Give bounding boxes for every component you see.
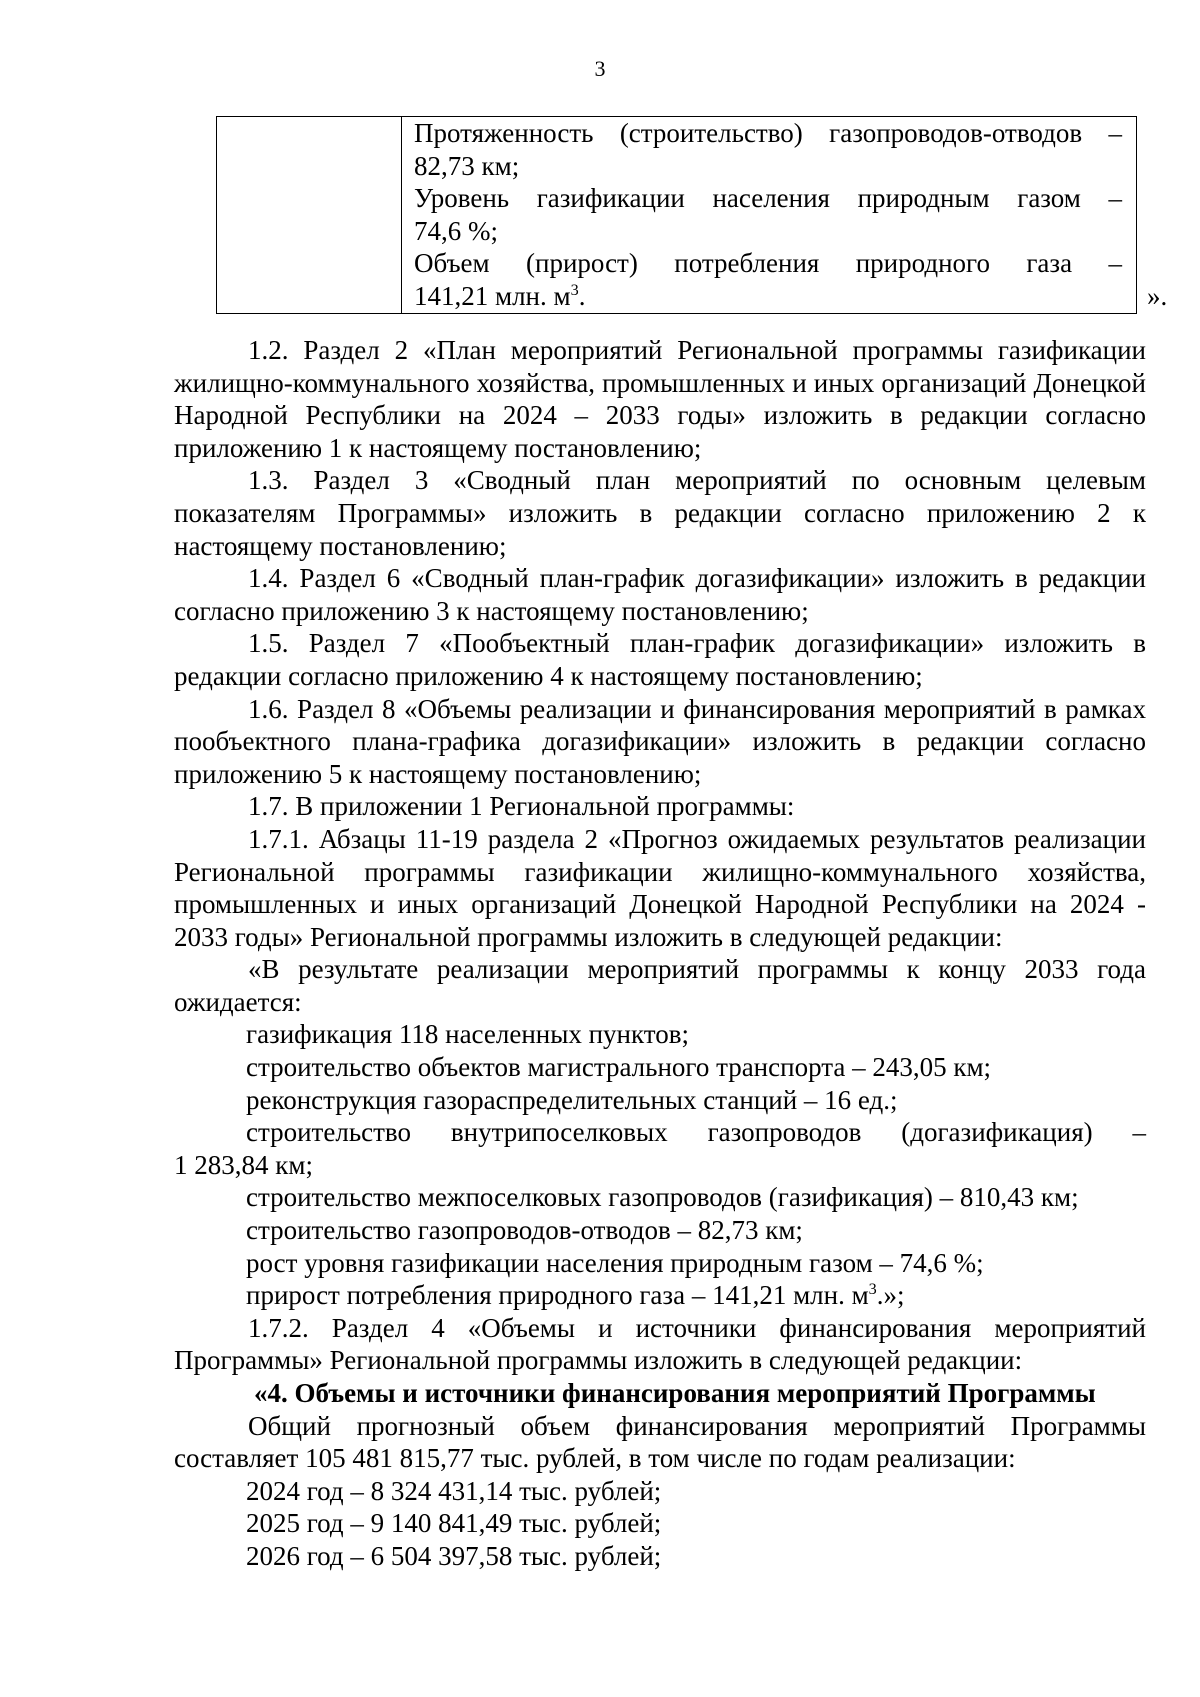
- page-number: 3: [594, 56, 606, 81]
- list-item: строительство межпоселковых газопроводов (газификация) – 810,43 км;: [246, 1182, 1079, 1213]
- table-line: 82,73 км;: [414, 150, 520, 181]
- table-line: Объем (прирост) потребления природного газа –: [414, 248, 1122, 279]
- list-item: прирост потребления природного газа – 141,21 млн. $м^3$.»;: [246, 1280, 905, 1311]
- paragraph-1-3: 1.3. Раздел 3 «Сводный план мероприятий по основным целевым показателям Программы» изложить в редакции согласно приложению 2 к настоящему постановлению;: [174, 465, 1146, 561]
- year-item: 2024 год – 8 324 431,14 тыс. рублей;: [246, 1475, 662, 1506]
- list-item: газификация 118 населенных пунктов;: [246, 1019, 689, 1050]
- indicator-table: [216, 116, 1137, 314]
- paragraph-1-6: 1.6. Раздел 8 «Объемы реализации и финансирования мероприятий в рамках пообъектного плана-графика догазификации» изложить в редакции согласно приложению 5 к настоящему постановлению;: [174, 693, 1146, 789]
- table-column-divider: [401, 117, 402, 313]
- list-item: строительство объектов магистрального транспорта – 243,05 км;: [246, 1052, 992, 1083]
- table-line-last: 141,21 млн. $м^3$.: [414, 280, 586, 311]
- table-line: Протяженность (строительство) газопроводов-отводов –: [414, 118, 1122, 148]
- paragraph-result: «В результате реализации мероприятий программы к концу 2033 года ожидается:: [174, 954, 1146, 1017]
- list-item-continuation: 1 283,84 км;: [174, 1149, 313, 1180]
- paragraph-1-5: 1.5. Раздел 7 «Пообъектный план-график догазификации» изложить в редакции согласно приложению 4 к настоящему постановлению;: [174, 628, 1146, 691]
- list-item: реконструкция газораспределительных станций – 16 ед.;: [246, 1084, 898, 1115]
- paragraph-1-4: 1.4. Раздел 6 «Сводный план-график догазификации» изложить в редакции согласно приложению 3 к настоящему постановлению;: [174, 563, 1146, 626]
- table-cell-indicators: [414, 117, 1122, 313]
- list-item: строительство внутрипоселковых газопроводов (догазификация) –: [246, 1117, 1146, 1148]
- year-item: 2026 год – 6 504 397,58 тыс. рублей;: [246, 1540, 662, 1571]
- table-line: Уровень газификации населения природным газом –: [414, 183, 1122, 214]
- paragraph-1-7: 1.7. В приложении 1 Региональной программы:: [248, 791, 795, 822]
- list-item: рост уровня газификации населения природным газом – 74,6 %;: [246, 1247, 984, 1278]
- paragraph-1-7-2: 1.7.2. Раздел 4 «Объемы и источники финансирования мероприятий Программы» Региональной программы изложить в следующей редакции:: [174, 1312, 1146, 1376]
- paragraph-total: Общий прогнозный объем финансирования мероприятий Программы составляет 105 481 815,77 тыс. рублей, в том числе по годам реализации:: [174, 1410, 1146, 1474]
- table-closing-quote: ».: [1147, 281, 1168, 311]
- paragraph-1-7-1: 1.7.1. Абзацы 11-19 раздела 2 «Прогноз ожидаемых результатов реализации Региональной программы газификации жилищно-коммунального хозяйства, промышленных и иных организаций Донецкой Народной Республики на 2024 - 2033 годы» Региональной программы изложить в следующей редакции:: [174, 823, 1146, 952]
- section-heading: «4. Объемы и источники финансирования мероприятий Программы: [254, 1378, 1096, 1408]
- document-body: [174, 334, 1146, 1573]
- paragraph-1-2: 1.2. Раздел 2 «План мероприятий Региональной программы газификации жилищно-коммунального хозяйства, промышленных и иных организаций Донецкой Народной Республики на 2024 – 2033 годы» изложить в редакции согласно приложению 1 к настоящему постановлению;: [174, 335, 1146, 463]
- table-line: 74,6 %;: [414, 215, 498, 246]
- list-item: строительство газопроводов-отводов – 82,73 км;: [246, 1215, 803, 1246]
- year-item: 2025 год – 9 140 841,49 тыс. рублей;: [246, 1508, 662, 1539]
